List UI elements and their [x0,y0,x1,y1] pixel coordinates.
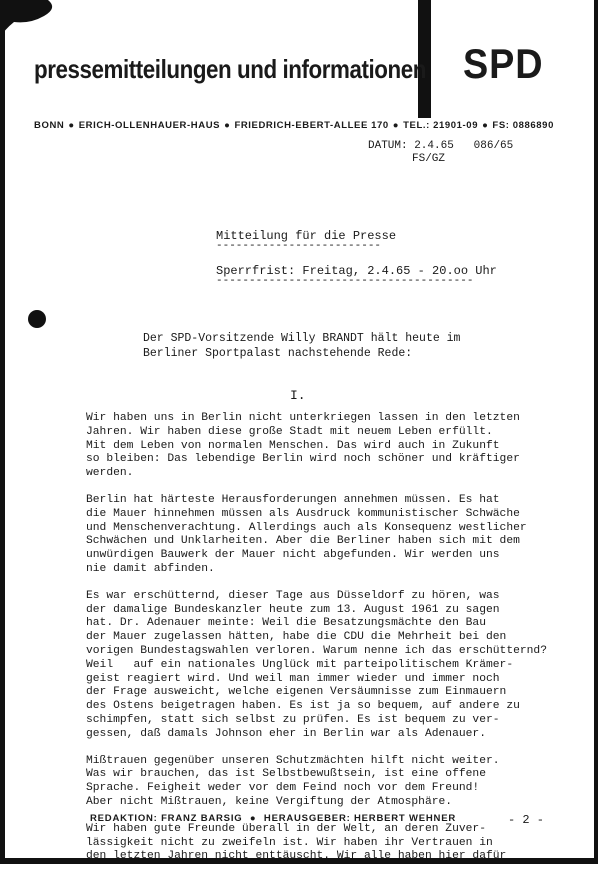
paragraph: Berlin hat härteste Herausforderungen annehmen müssen. Es hat die Mauer hinnehmen müssen als Ausdruck kommunistischer Schwäche und Menschenverachtung. Allerdings auch als Konsequenz westlicher Schwächen und Unklarheiten. Aber die Berliner haben sich mit dem unwürdigen Bauwerk der Mauer nicht abgefunden. Wir werden uns nie damit abfinden. [86,493,527,575]
address-street: FRIEDRICH-EBERT-ALLEE 170 [234,120,389,131]
paragraph: Wir haben uns in Berlin nicht unterkriegen lassen in den letzten Jahren. Wir haben diese große Stadt mit neuem Leben erfüllt. Mit dem Leben von normalen Menschen. Das wird auch in Zukunft so bleiben: Das lebendige Berlin wird noch schöner und kräftiger werden. [86,412,520,480]
page-number: - 2 - [508,813,545,827]
paragraph: Es war erschütternd, dieser Tage aus Düsseldorf zu hören, was der damalige Bundeskanzler heute zum 13. August 1961 zu sagen hat. Dr. Adenauer meinte: Weil die Besatzungsmächte den Bau der Mauer zugelassen hätten, habe die CDU die Mehrheit bei den vorigen Bundestagswahlen verloren. Warum nenne ich das erschütternd? Weil auf ein nationales Unglück mit parteipolitischem Krämer- geist reagiert wird. Und weil man immer wieder und immer noch der Frage ausweicht, welche eigenen Versäumnisse zum Einmauern des Ostens beigetragen haben. Es ist ja so bequem, auf andere zu schimpfen, statt sich selbst zu prüfen. Es ist bequem zu ver- gessen, daß damals Johnson eher in Berlin war als Adenauer. [86,589,547,740]
notice-heading-rule: ------------------------- [216,240,382,252]
section-number: I. [290,388,306,403]
address-city: BONN [34,120,65,131]
footer-redaktion: REDAKTION: FRANZ BARSIG [90,813,243,824]
paragraph: Wir haben gute Freunde überall in der Welt, an deren Zuver- lässigkeit nicht zu zweifeln ist. Wir haben ihr Vertrauen in den letzten Jahren nicht enttäuscht. Wir alle haben hier dafür [86,822,507,863]
initials: FS/GZ [412,153,446,165]
spd-logo: SPD [463,40,544,87]
embargo-rule: --------------------------------------- [216,275,474,287]
paragraph: Mißtrauen gegenüber unseren Schutzmächten hilft nicht weiter. Was wir brauchen, das ist Selbstbewußtsein, ist eine offene Sprache. Feigheit weder vor dem Feind noch vor dem Freund! Aber nicht Mißtrauen, keine Vergiftung der Atmosphäre. [86,754,500,808]
address-phone: TEL.: 21901-09 [403,120,479,131]
address-telex: FS: 0886890 [492,120,554,131]
embargo-line: Sperrfrist: Freitag, 2.4.65 - 20.oo Uhr [216,264,497,278]
notice-heading: Mitteilung für die Presse [216,229,397,243]
hole-punch-mark [28,310,46,328]
date-line [368,140,513,152]
date-value: DATUM: 2.4.65 [368,140,454,152]
scan-border-left [0,0,5,864]
footer-herausgeber: HERAUSGEBER: HERBERT WEHNER [263,813,456,824]
address-building: ERICH-OLLENHAUER-HAUS [78,120,221,131]
letterhead-address: BONN ● ERICH-OLLENHAUER-HAUS ● FRIEDRICH-EBERT-ALLEE 170 ● TEL.: 21901-09 ● FS: 0886890 [34,120,554,131]
intro-text: Der SPD-Vorsitzende Willy BRANDT hält heute im Berliner Sportpalast nachstehende Rede: [143,332,461,360]
scan-corner-mark [0,0,70,40]
document-number: 086/65 [473,140,514,152]
letterhead-title: pressemitteilungen und informationen [34,54,427,84]
footer-credits: REDAKTION: FRANZ BARSIG ● HERAUSGEBER: HERBERT WEHNER [90,813,456,824]
speech-body [86,412,596,877]
